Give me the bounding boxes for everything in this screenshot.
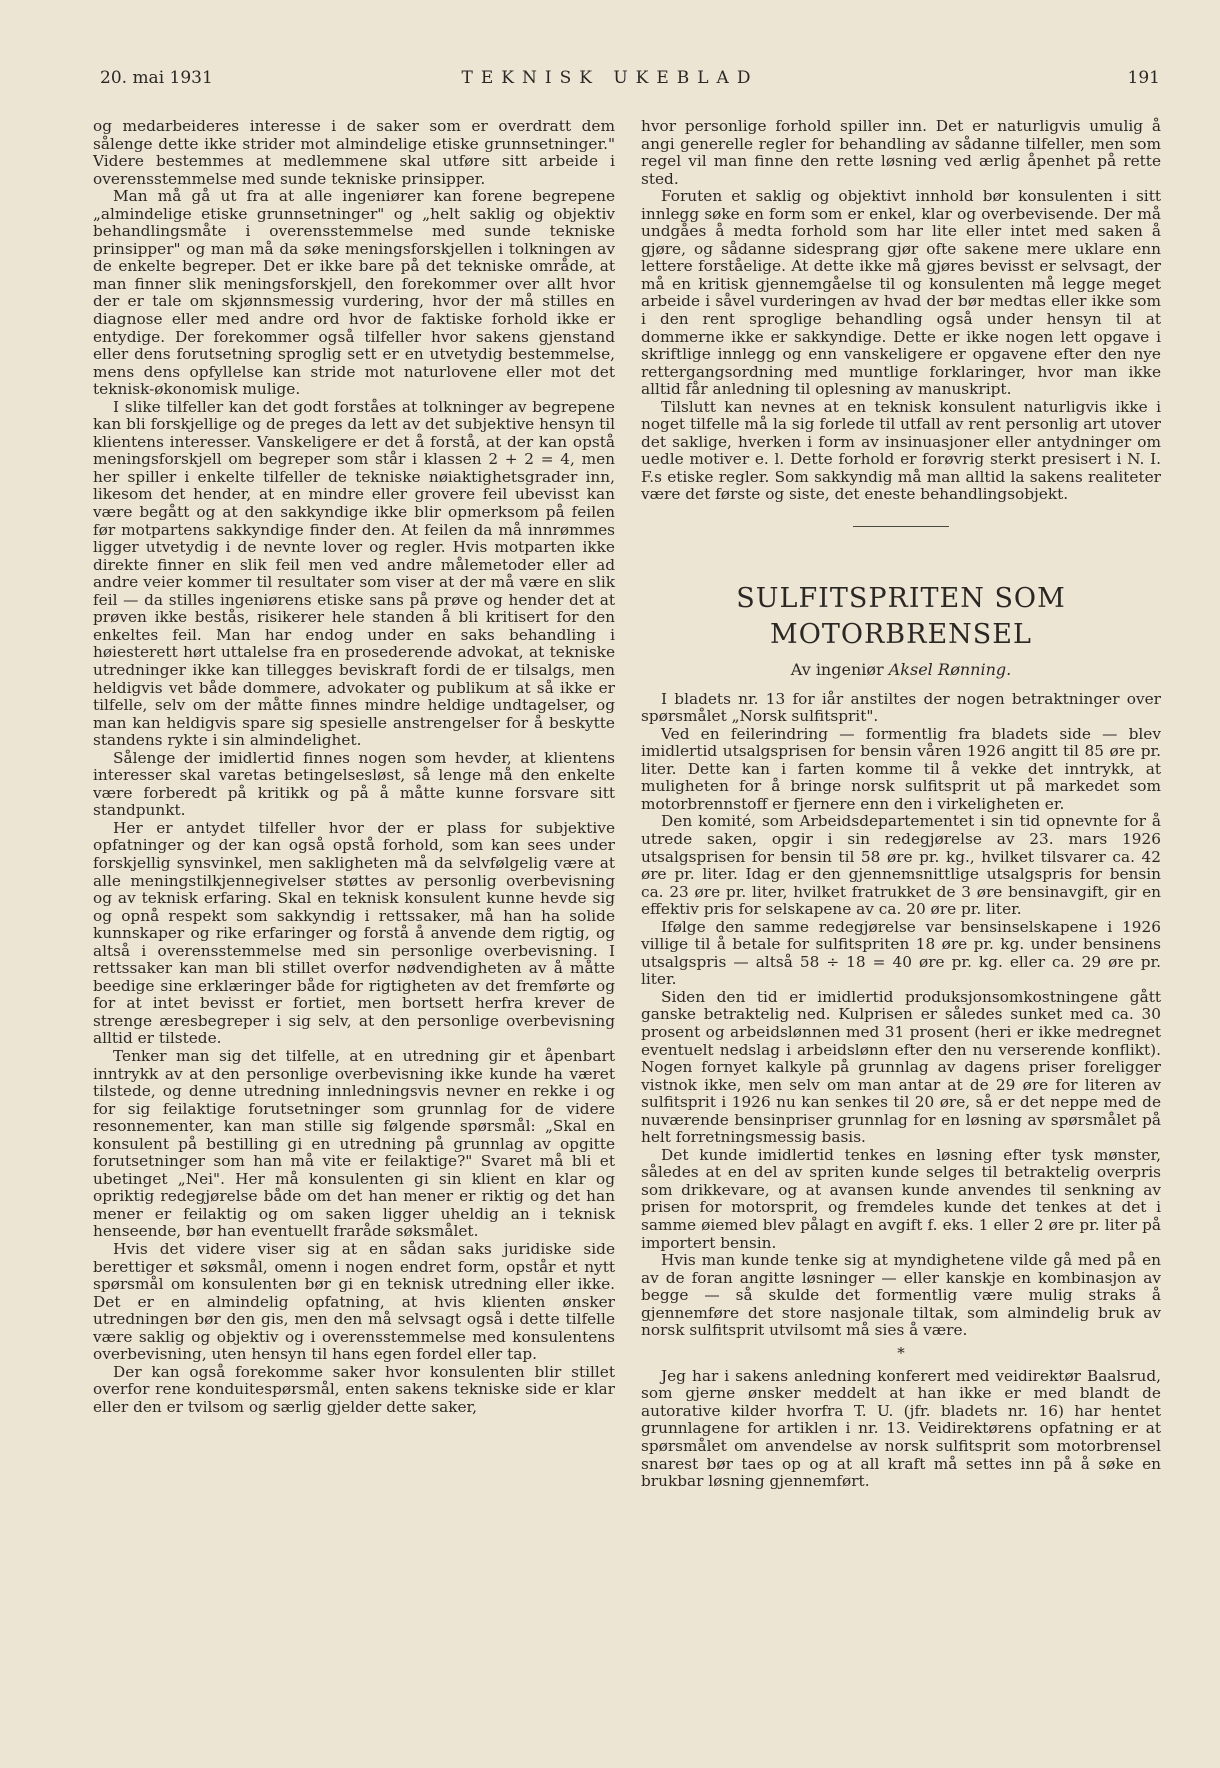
article-paragraph: I bladets nr. 13 for iår anstiltes der nogen betraktninger over spørsmålet „Norsk sulfitsprit". bbox=[641, 689, 1161, 726]
article-title: SULFITSPRITEN SOM MOTORBRENSEL bbox=[736, 583, 1066, 651]
body-paragraph: Der kan også forekomme saker hvor konsulenten blir stillet overfor rene konduitespørsmål, enten sakens tekniske side er klar eller den er tvilsom og særlig gjelder dette saker, bbox=[93, 1362, 615, 1416]
article-paragraph: Det kunde imidlertid tenkes en løsning efter tysk mønster, således at en del av spriten kunde selges til betraktelig overpris som drikkevare, og at avansen kunde anvendes til senkning av prisen for motorsprit, og fremdeles kunde det tenkes at det i samme øiemed blev pålagt en avgift f. eks. 1 eller 2 øre pr. liter på importert bensin. bbox=[641, 1145, 1161, 1252]
body-paragraph: Hvis det videre viser sig at en sådan saks juridiske side berettiger et søksmål, omenn i nogen endret form, opstår et nytt spørsmål om konsulenten bør gi en teknisk utredning eller ikke. Det er en almindelig opfatning, at hvis klienten ønsker utredningen bør den gis, men den må selvsagt også i dette tilfelle være saklig og objektiv og i overensstemmelse med konsulentens overbevisning, uten hensyn til hans egen fordel eller tap. bbox=[93, 1240, 615, 1364]
body-paragraph: Tenker man sig det tilfelle, at en utredning gir et åpenbart inntrykk av at den personlige overbevisning ikke kunde ha været tilstede, og denne utredning innledningsvis nevner en rekke i og for sig feilaktige forutsetninger som grunnlag for de videre resonnementer, kan man stille sig følgende spørsmål: „Skal en konsulent på bestilling gi en utredning på grunnlag av opgitte forutsetninger som han må vite er feilaktige?" Svaret må bli et ubetinget „Nei". Her må konsulenten gi sin klient en klar og opriktig redegjørelse både om det han mener er riktig og det han mener er feilaktig og om saken ligger uheldig an i teknisk henseende, bør han eventuellt fraråde søksmålet. bbox=[93, 1046, 615, 1241]
article-paragraph: Hvis man kunde tenke sig at myndighetene vilde gå med på en av de foran angitte løsninger — eller kanskje en kombinasjon av begge — så skulde det formentlig være mulig straks å gjennemføre det store nasjonale tiltak, som almindelig bruk av norsk sulfitsprit utvilsomt må sies å være. bbox=[641, 1251, 1161, 1340]
body-paragraph: Foruten et saklig og objektivt innhold bør konsulenten i sitt innlegg søke en form som er enkel, klar og overbevisende. Der må undgåes å medta forhold som har lite eller intet med saken å gjøre, og sådanne sidesprang gjør ofte sakene mere uklare enn lettere forståelige. At dette ikke må gjøres bevisst er selvsagt, der må en kritisk gjennemgåelse til og konsulenten må legge meget arbeide i såvel vurderingen av hvad der bør medtas eller ikke som i den rent sproglige behandling også under hensyn til at dommerne ikke er sakkyndige. Dette er ikke nogen lett opgave i skriftlige innlegg og enn vanskeligere er opgavene efter den nye rettergangsordning med muntlige forklaringer, hvor man ikke alltid får anledning til oplesning av manuskript. bbox=[641, 187, 1161, 399]
byline-author: Aksel Rønning. bbox=[888, 660, 1012, 680]
page-header bbox=[0, 68, 1220, 98]
article-paragraph: Ifølge den samme redegjørelse var bensinselskapene i 1926 villige til å betale for sulfitspriten 18 øre pr. kg. under bensinens utsalgspris — altså 58 ÷ 18 = 40 øre pr. kg. eller ca. 29 øre pr. liter. bbox=[641, 917, 1161, 989]
article-paragraph: Siden den tid er imidlertid produksjonsomkostningene gått ganske betraktelig ned. Kulprisen er således sunket med ca. 30 prosent og arbeidslønnen med 31 prosent (heri er ikke medregnet eventuelt nedslag i arbeidslønn efter den nu verserende konflikt). Nogen fornyet kalkyle på grunnlag av dagens priser foreligger vistnok ikke, men selv om man antar at de 29 øre for literen av sulfitsprit i 1926 nu kan senkes til 20 øre, så er det neppe med de nuværende bensinpriser grunnlag for en løsning av spørsmålet på helt forretningsmessig basis. bbox=[641, 987, 1161, 1147]
right-column bbox=[641, 118, 1161, 1491]
body-paragraph: Her er antydet tilfeller hvor der er plass for subjektive opfatninger og der kan også opstå forhold, som kan sees under forskjellig synsvinkel, men sakligheten må da selvfølgelig være at alle meningstilkjennegivelser støttes av personlig overbevisning og av teknisk erfaring. Skal en teknisk konsulent kunne hevde sig og opnå respekt som sakkyndig i rettssaker, må han ha solide kunnskaper og rike erfaringer og forstå å anvende dem rigtig, og altså i overensstemmelse med sin personlige overbevisning. I rettssaker kan man bli stillet overfor nødvendigheten av å måtte beedige sine erklæringer både for rigtigheten av det fremførte og for at intet bevisst er fortiet, men bortsett herfra krever de strenge æresbegreper i sig selv, at den personlige overbevisning alltid er tilstede. bbox=[93, 818, 615, 1048]
header-journal-title: TEKNISK UKEBLAD bbox=[461, 68, 759, 88]
header-date: 20. mai 1931 bbox=[100, 68, 213, 88]
header-page-number: 191 bbox=[1127, 68, 1160, 88]
body-paragraph: I slike tilfeller kan det godt forståes at tolkninger av begrepene kan bli forskjellige og de preges da lett av det subjektive hensyn til klientens interesser. Vanskeligere er det å forstå, at der kan opstå meningsforskjell om begreper som står i klassen 2 + 2 = 4, men her spiller i enkelte tilfeller de tekniske nøiaktighetsgrader inn, likesom det hender, at en mindre eller grovere feil ubevisst kan være begått og at den sakkyndige ikke blir opmerksom på feilen før motpartens sakkyndige finder den. At feilen da må innrømmes ligger utvetydig i de nevnte lover og regler. Hvis motparten ikke direkte finner en slik feil men ved andre målemetoder eller ad andre veier kommer til resultater som viser at der må være en slik feil — da stilles ingeniørens etiske sans på prøve og hender det at prøven ikke bestås, risikerer hele standen å bli kritisert for den enkeltes feil. Man har endog under en saks behandling i høiesterett hørt uttalelse fra en prosederende advokat, at tekniske utredninger ikke kan tillegges beviskraft fordi de er tilsalgs, men heldigvis vet både dommere, advokater og publikum at så ikke er tilfelle, selv om der måtte finnes mindre heldige undtagelser, og man kan heldigvis spare sig spesielle anstrengelser for å beskytte standens rykte i sin almindelighet. bbox=[93, 397, 615, 750]
body-paragraph: Sålenge der imidlertid finnes nogen som hevder, at klientens interesser skal varetas betingelsesløst, så lenge må den enkelte være forberedt på kritikk og på å måtte kunne forsvare sitt standpunkt. bbox=[93, 748, 615, 820]
editor-note: Jeg har i sakens anledning konferert med veidirektør Baalsrud, som gjerne ønsker meddelt at han ikke er med blandt de autorative kilder hvorfra T. U. (jfr. bladets nr. 16) har hentet grunnlagene for artiklen i nr. 13. Veidirektørens opfatning er at spørsmålet om anvendelse av norsk sulfitsprit som motorbrensel snarest bør taes op og at all kraft må settes inn på å søke en brukbar løsning gjennemført. bbox=[641, 1366, 1161, 1491]
byline-prefix: Av ingeniør bbox=[790, 660, 884, 680]
left-column bbox=[93, 118, 615, 1416]
article-byline bbox=[641, 661, 1161, 679]
body-paragraph: Man må gå ut fra at alle ingeniører kan forene begrepene „almindelige etiske grunnsetninger" og „helt saklig og objektiv behandlingsmåte i overensstemmelse med sunde tekniske prinsipper" og man må da søke meningsforskjellen i tolkningen av de enkelte begreper. Det er ikke bare på det tekniske område, at man finner slik meningsforskjell, den forekommer over allt hvor der er tale om skjønnsmessig vurdering, hvor der må stilles en diagnose eller med andre ord hvor de faktiske forhold ikke er entydige. Der forekommer også tilfeller hvor sakens gjenstand eller dens forutsetning sproglig sett er en utvetydig bestemmelse, mens dens opfyllelse kan stride mot naturlovene eller mot det teknisk-økonomisk mulige. bbox=[93, 187, 615, 399]
body-paragraph: Tilslutt kan nevnes at en teknisk konsulent naturligvis ikke i noget tilfelle må la sig forlede til utfall av rent personlig art utover det saklige, hverken i form av insinuasjoner eller antydninger om uedle motiver e. l. Dette forhold er forøvrig sterkt presisert i N. I. F.s etiske regler. Som sakkyndig må man alltid la sakens realiteter være det første og siste, det eneste behandlingsobjekt. bbox=[641, 397, 1161, 504]
article-paragraph: Den komité, som Arbeidsdepartementet i sin tid opnevnte for å utrede saken, opgir i sin redegjørelse av 23. mars 1926 utsalgsprisen for bensin til 58 øre pr. kg., hvilket tilsvarer ca. 42 øre pr. liter. Idag er den gjennemsnittlige utsalgspris for bensin ca. 23 øre pr. liter, hvilket fratrukket de 3 øre bensinavgift, gir en effektiv pris for selskapene av ca. 20 øre pr. liter. bbox=[641, 812, 1161, 919]
section-divider bbox=[853, 526, 949, 527]
separator-asterisk: * bbox=[897, 1343, 905, 1362]
body-paragraph: og medarbeideres interesse i de saker som er overdratt dem sålenge dette ikke strider mot almindelige etiske grunnsetninger." Videre bestemmes at medlemmene skal utføre sitt arbeide i overensstemmelse med sunde tekniske prinsipper. bbox=[93, 117, 615, 188]
article-paragraph: Ved en feilerindring — formentlig fra bladets side — blev imidlertid utsalgsprisen for bensin våren 1926 angitt til 85 øre pr. liter. Dette kan i farten komme til å vekke det inntrykk, at muligheten for å bringe norsk sulfitsprit ut på markedet som motorbrennstoff er fjernere enn den i virkeligheten er. bbox=[641, 724, 1161, 813]
body-paragraph: hvor personlige forhold spiller inn. Det er naturligvis umulig å angi generelle regler for behandling av sådanne tilfeller, men som regel vil man finne den rette løsning ved ærlig åpenhet på rette sted. bbox=[641, 117, 1161, 188]
